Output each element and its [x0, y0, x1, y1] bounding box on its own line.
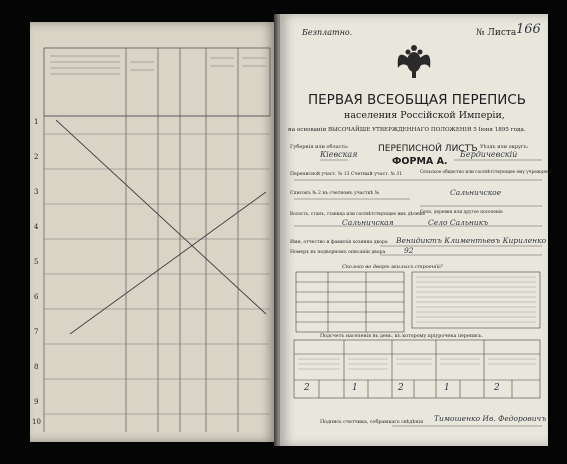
count-value-3: 2 [398, 383, 404, 393]
household-number-value: 92 [404, 246, 414, 255]
enumerator-signature-label: Подпись счетчика, собравшаго свѣдѣнія [320, 420, 424, 425]
left-table-grid [30, 22, 276, 442]
census-title: ПЕРВАЯ ВСЕОБЩАЯ ПЕРЕПИСЬ [308, 92, 527, 108]
village-value: Село Сальникъ [428, 218, 489, 227]
volost-value: Сальничская [342, 218, 394, 227]
row-number-2: 2 [34, 153, 39, 161]
row-number-4: 4 [34, 223, 39, 231]
row-number-5: 5 [34, 258, 39, 266]
census-decree-line: на основаніи ВЫСОЧАЙШЕ УТВЕРЖДЕННАГО ПОЛОЖЕНІЯ 5 Іюня 1895 года. [288, 127, 526, 133]
form-type: ФОРМА А. [392, 156, 448, 167]
dwellings-question: Сколько во дворѣ жилыхъ строеній? [342, 264, 443, 270]
count-value-4: 1 [444, 383, 450, 393]
row-number-3: 3 [34, 188, 39, 196]
row-number-9: 9 [34, 398, 39, 406]
left-page-table [30, 22, 276, 442]
province-value: Кіевская [320, 150, 358, 159]
free-label: Безплатно. [302, 28, 353, 37]
form-heading: ПЕРЕПИСНОЙ ЛИСТЪ [378, 144, 478, 154]
district-value: Бердичевскій [460, 150, 518, 159]
province-label: Губернія или область: [290, 144, 349, 150]
sheet-number-label: № Листа [476, 28, 517, 38]
row-number-6: 6 [34, 293, 39, 301]
population-count-caption: Подсчетъ населенія въ день, къ которому пріурочена перепись. [320, 334, 484, 339]
count-value-5: 2 [494, 383, 500, 393]
enumerator-signature: Тимошенко Ив. Федоровичъ [434, 414, 547, 423]
count-value-2: 1 [352, 383, 358, 393]
community-value: Сальничское [450, 188, 502, 197]
householder-value: Венидиктъ Климентьевъ Кириленко [396, 236, 547, 245]
count-value-1: 2 [304, 383, 310, 393]
census-subtitle: населения Россійской Имперіи, [344, 110, 505, 121]
village-label: Село, деревня или другое поселеніе [420, 210, 503, 215]
sheet-number-value: 166 [516, 22, 541, 37]
community-label: Сельское общество или соотвѣтствующее ему учрежденіе [420, 170, 553, 175]
row-number-7: 7 [34, 328, 39, 336]
district-label: Уѣздъ или округъ: [480, 144, 529, 150]
precinct-row: Переписной участ. № 13 Счетный участ. № 31 [290, 172, 403, 177]
row-number-1: 1 [34, 118, 39, 126]
imperial-eagle-icon [280, 14, 548, 446]
household-number-label: Номеръ въ подворномъ описаніи двора [290, 250, 386, 255]
row-number-10: 10 [32, 418, 41, 426]
right-page-form [280, 14, 553, 446]
row-number-8: 8 [34, 363, 39, 371]
householder-label: Имя, отчество и фамилія хозяина двора [290, 240, 388, 245]
list-row: Списокъ № 2 въ счетномъ участкѣ № [290, 191, 380, 196]
volost-label: Волость, станъ, станица или соотвѣтствующее имъ дѣленіе [290, 212, 426, 217]
